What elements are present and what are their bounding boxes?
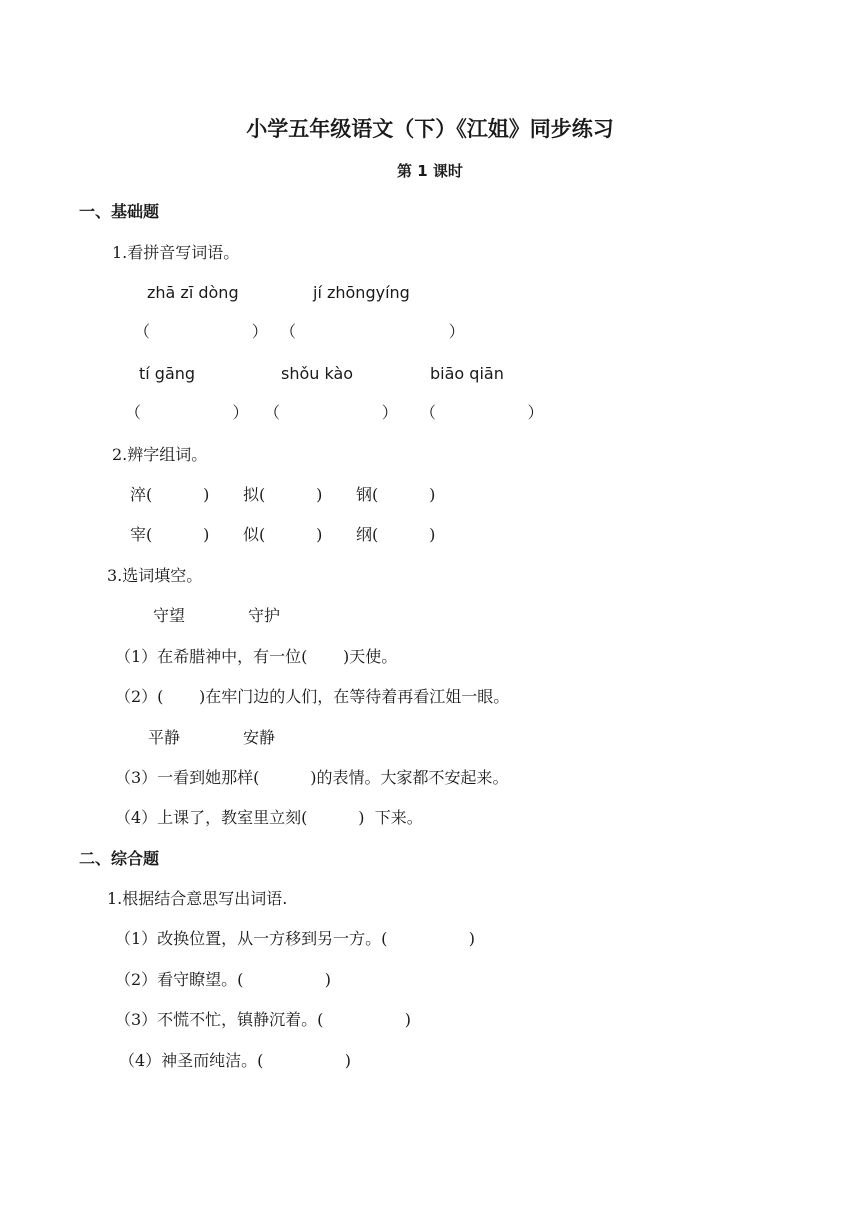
question-s2-1-prompt: 1.根据结合意思写出词语. (107, 889, 288, 908)
fill-sentence: （4）上课了，教室里立刻( ) 下来。 (115, 808, 423, 827)
char-blank[interactable]: 似( ) (243, 525, 323, 544)
pinyin-item: tí gāng (139, 364, 196, 383)
word-choice: 安静 (243, 728, 276, 747)
definition-item: （1）改换位置，从一方移到另一方。( ) (115, 929, 476, 948)
char-pair-row-2 (0, 525, 860, 545)
char-pair-row-1 (0, 485, 860, 505)
word-choice: 守望 (153, 606, 186, 625)
pinyin-row-1 (0, 283, 860, 303)
definition-item: （2）看守瞭望。( ) (115, 970, 332, 989)
definition-item: （3）不慌不忙，镇静沉着。( ) (115, 1010, 412, 1029)
char-blank[interactable]: 宰( ) (130, 525, 210, 544)
char-blank[interactable]: 拟( ) (243, 485, 323, 504)
definition-item: （4）神圣而纯洁。( ) (119, 1051, 352, 1070)
question-1-prompt: 1.看拼音写词语。 (112, 243, 240, 262)
question-3-prompt: 3.选词填空。 (107, 566, 203, 585)
word-choices-2 (0, 728, 860, 748)
word-choice: 平静 (148, 728, 181, 747)
page-title: 小学五年级语文（下）《江姐》同步练习 (246, 117, 614, 141)
word-choices-1 (0, 606, 860, 626)
answer-blank[interactable]: （ ） (264, 403, 398, 422)
char-blank[interactable]: 淬( ) (130, 485, 210, 504)
answer-blank-row-1 (0, 322, 860, 342)
pinyin-item: zhā zī dòng (147, 283, 239, 302)
fill-sentence: （2）( )在牢门边的人们，在等待着再看江姐一眼。 (115, 687, 510, 706)
answer-blank[interactable]: （ ） (280, 322, 465, 341)
answer-blank[interactable]: （ ） (420, 403, 544, 422)
pinyin-row-2 (0, 364, 860, 384)
char-blank[interactable]: 钢( ) (356, 485, 436, 504)
section-heading-comprehensive: 二、综合题 (79, 849, 160, 868)
pinyin-item: jí zhōngyíng (313, 283, 410, 302)
answer-blank-row-2 (0, 403, 860, 423)
page-subtitle: 第 1 课时 (397, 162, 463, 180)
fill-sentence: （1）在希腊神中，有一位( )天使。 (115, 647, 398, 666)
char-blank[interactable]: 纲( ) (356, 525, 436, 544)
pinyin-item: shǒu kào (281, 364, 354, 383)
answer-blank[interactable]: （ ） (134, 322, 268, 341)
question-2-prompt: 2.辨字组词。 (112, 445, 208, 464)
word-choice: 守护 (248, 606, 281, 625)
fill-sentence: （3）一看到她那样( )的表情。大家都不安起来。 (115, 768, 509, 787)
pinyin-item: biāo qiān (430, 364, 504, 383)
section-heading-basic: 一、基础题 (79, 202, 160, 221)
answer-blank[interactable]: （ ） (125, 403, 249, 422)
